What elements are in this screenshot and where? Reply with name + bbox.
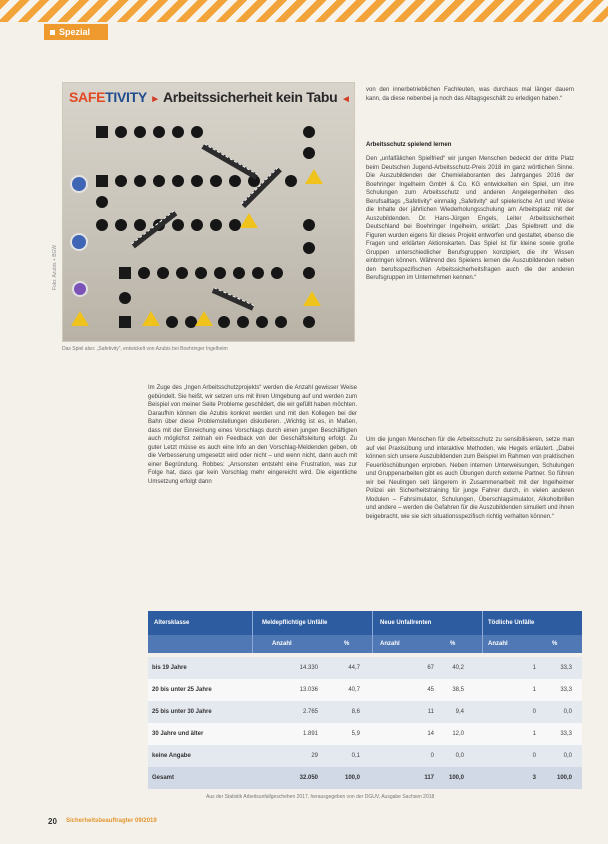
left-column-body: Im Zuge des „Ingen Arbeitsschutzprojekts“ werden die Anzahl gewisser Weise gebündelt. Sie heißt, wir setzen uns mit ihren Umgebung auf und werden zum Beispiel von meiner Seite Probleme geschildert, die wir gefüllt haben möchten. Daraufhin können die Azubis konkret werden und mit den Kollegen bei der Bahn über diese Problemstellungen diskutieren. „Wichtig ist es, in Maßen, dass mit der Einreichung eines Vorschlags durch einen jungen Beschäftigten auch möglichst zeitnah ein Feedback von der Geschäftsleitung erfolgt. Zu guter Letzt müsse es auch eine Info an den Vorschlag-Meldenden geben, ob die Verbesserung umgesetzt wird oder nicht – und wenn nicht, dann auch mit einer Begründung. Robbes: „Ansonsten entsteht eine Frustration, was zur Folge hat, dass gar kein Vorschlag mehr eingereicht wird. Die eigentliche Umsetzung erfolgt dann bbox=[148, 385, 357, 485]
decorative-stripe-bar bbox=[0, 0, 608, 22]
game-field bbox=[233, 267, 245, 279]
table-row: bis 19 Jahre 14.330 44,7 67 40,2 1 33,3 bbox=[148, 657, 582, 679]
section-tab bbox=[44, 24, 108, 40]
game-field bbox=[214, 267, 226, 279]
column-subheader: % bbox=[552, 641, 558, 647]
mandatory-sign-icon bbox=[72, 281, 88, 297]
publication-name: Sicherheitsbeauftragter 09/2019 bbox=[66, 818, 157, 824]
table-row: 30 Jahre und älter 1.891 5,9 14 12,0 1 33,3 bbox=[148, 723, 582, 745]
game-field bbox=[210, 175, 222, 187]
warning-sign-icon bbox=[240, 213, 258, 228]
game-field bbox=[138, 267, 150, 279]
game-field bbox=[303, 242, 315, 254]
game-field bbox=[195, 267, 207, 279]
game-field bbox=[134, 175, 146, 187]
table-row: 25 bis unter 30 Jahre 2.765 8,6 11 9,4 0 0,0 bbox=[148, 701, 582, 723]
right-column-body-2: Um die jungen Menschen für die Arbeitsschutz zu sensibilisieren, setze man auf viel Praxisübung und interaktive Methoden, wie Hegels erläutert. „Dabei können sich unsere Auszubildenden zum Beispiel im Rahmen von praktischen Feuerlöschübungen erproben. Neben internen Unterweisungen, Schulungen und Gruppenarbeiten gibt es auch Übungen durch externe Partner. So führen wir bei Neulingen seit längerem in Zusammenarbeit mit der Ingelheimer Polizei ein Sicherheitstraining für junge Fahrer durch, in vielen anderen Modulen – Fahrsimulator, Schulungen, Überschlagsimulator, Alkoholbrillen und andere – werden die Gefahren für die Auszubildenden simuliert und ihnen beigebracht, wie sie sich situationsspezifisch richtig verhalten können.“ bbox=[366, 437, 574, 520]
warning-sign-icon bbox=[71, 311, 89, 326]
warning-sign-icon bbox=[303, 291, 321, 306]
game-field bbox=[134, 219, 146, 231]
right-column-body: Den „unfalfälichen Spielfried“ wir jungen Menschen bedeckt der dritte Platz beim Deutschen Jugend-Arbeitsschutz-Preis 2018 im ganz wörtlichen Sinne. Die Auszubildenden der Chemielaboranten des Jahrganges 2016 der Boehringer Ingelheim GmbH & Co. KG entwickelten ein Spiel, um ihre Schulungen zum Arbeitsschutz und anderen Angelegenheiten des Berufsalltags „Safetivity“ einmalig „Safetivity“ auf spielerische Art und Weise die Inhalte der jährlichen Wiederholungsschulung am Arbeitsplatz mit der Auszubildenden. Dr. Hans-Jürgen Engels, Leiter Arbeitssicherheit Deutschland bei Boehringer Ingelheim, erklärt: „Das Spielbrett und die Figuren wurden eigens für dieses Projekt entworfen und gestaltet, ebenso die Fragen und erklärten Aktionskarten. Das Spiel ist für kleine sowie große Gruppen unterschiedlicher Berufsgruppen konzipiert, die ihr Wissen einbringen können. Während des Spielens lernen die Auszubildenden neben den berufsspezifischen Arbeitssicherheitsfragen auch die der anderen Berufsgruppen im Unternehmen kennen.“ bbox=[366, 156, 574, 281]
game-field bbox=[172, 126, 184, 138]
table-source: Aus der Statistik Arbeitsunfallgeschehen 2017, herausgegeben von der DGUV, Ausgabe Sachsen 2018 bbox=[206, 794, 435, 800]
game-field bbox=[166, 316, 178, 328]
game-field bbox=[191, 219, 203, 231]
table-row: 20 bis unter 25 Jahre 13.036 40,7 45 38,5 1 33,3 bbox=[148, 679, 582, 701]
game-field bbox=[157, 267, 169, 279]
warning-sign-icon bbox=[305, 169, 323, 184]
column-subheader: % bbox=[344, 641, 350, 647]
game-field bbox=[303, 219, 315, 231]
game-field bbox=[119, 292, 131, 304]
game-field bbox=[229, 175, 241, 187]
game-field bbox=[96, 196, 108, 208]
game-field bbox=[191, 126, 203, 138]
section-label: Spezial bbox=[59, 27, 91, 37]
game-field bbox=[119, 316, 131, 328]
game-field bbox=[303, 126, 315, 138]
mandatory-sign-icon bbox=[70, 233, 88, 251]
game-field bbox=[96, 175, 108, 187]
board-path bbox=[212, 287, 255, 310]
column-header: Tödliche Unfälle bbox=[488, 620, 535, 626]
page-number: 20 bbox=[48, 817, 57, 826]
game-field bbox=[237, 316, 249, 328]
game-field bbox=[172, 175, 184, 187]
game-field bbox=[303, 147, 315, 159]
right-column-top: von den innerbetrieblichen Fachleuten, was durchaus mal länger dauern kann, da diese nebenbei ja noch das Alltagsgeschäft zu erledigen haben.“ bbox=[366, 87, 574, 102]
column-header: Altersklasse bbox=[154, 620, 190, 626]
game-field bbox=[252, 267, 264, 279]
game-field bbox=[218, 316, 230, 328]
game-field bbox=[303, 316, 315, 328]
column-subheader: Anzahl bbox=[272, 641, 292, 647]
board-game-photo bbox=[62, 82, 355, 342]
column-subheader: % bbox=[450, 641, 456, 647]
game-field bbox=[303, 267, 315, 279]
column-subheader: Anzahl bbox=[380, 641, 400, 647]
column-header: Meldepflichtige Unfälle bbox=[262, 620, 328, 626]
game-field bbox=[96, 219, 108, 231]
table-row: keine Angabe 29 0,1 0 0,0 0 0,0 bbox=[148, 745, 582, 767]
game-field bbox=[153, 175, 165, 187]
game-field bbox=[275, 316, 287, 328]
game-field bbox=[285, 175, 297, 187]
warning-sign-icon bbox=[195, 311, 213, 326]
table-subheader-row bbox=[148, 635, 582, 653]
accident-statistics-table bbox=[148, 611, 582, 787]
subheading: Arbeitsschutz spielend lernen bbox=[366, 142, 452, 148]
game-field bbox=[256, 316, 268, 328]
warning-sign-icon bbox=[142, 311, 160, 326]
game-field bbox=[115, 219, 127, 231]
game-field bbox=[176, 267, 188, 279]
column-header: Neue Unfallrenten bbox=[380, 620, 432, 626]
column-subheader: Anzahl bbox=[488, 641, 508, 647]
game-field bbox=[119, 267, 131, 279]
game-field bbox=[115, 175, 127, 187]
photo-credit: Foto: Azubis + BGW bbox=[52, 244, 58, 290]
game-title: SAFETIVITY ► Arbeitssicherheit kein Tabu ◄ bbox=[69, 89, 351, 105]
table-row-total: Gesamt 32.050 100,0 117 100,0 3 100,0 bbox=[148, 767, 582, 789]
game-field bbox=[191, 175, 203, 187]
board-path bbox=[202, 143, 259, 179]
photo-caption: Das Spiel also: „Safetivity“, entwickelt von Azubis bei Boehringer Ingelheim bbox=[62, 346, 228, 352]
game-field bbox=[115, 126, 127, 138]
game-field bbox=[172, 219, 184, 231]
page-footer bbox=[42, 817, 608, 829]
game-field bbox=[134, 126, 146, 138]
game-field bbox=[271, 267, 283, 279]
game-field bbox=[153, 126, 165, 138]
game-field bbox=[210, 219, 222, 231]
mandatory-sign-icon bbox=[70, 175, 88, 193]
game-field bbox=[96, 126, 108, 138]
